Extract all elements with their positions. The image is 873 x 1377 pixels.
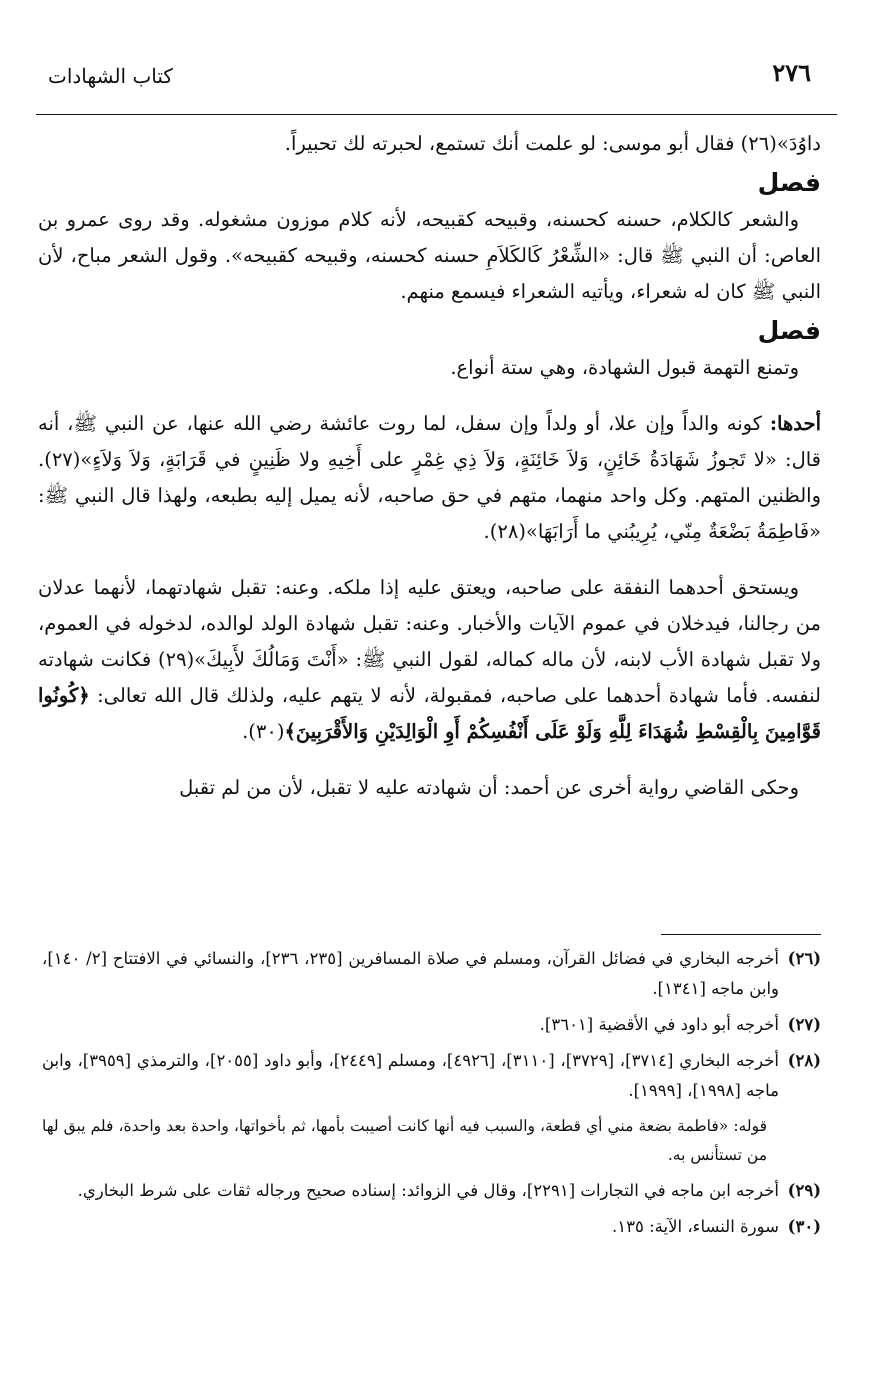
paragraph-lead: أحدها: [769, 412, 821, 435]
paragraph-continuation: داوُدَ»(٢٦) فقال أبو موسى: لو علمت أنك تستمع، لحبرته لك تحبيراً. [284, 132, 821, 155]
footnote-text: أخرجه أبو داود في الأقضية [٣٦٠١]. [539, 1015, 779, 1034]
paragraph-text: كونه والداً وإن علا، أو ولداً وإن سفل، لما روت عائشة رضي الله عنها، عن النبي ﷺ، أنه قال: «لا تَجوزُ شَهَادَةُ خَائِنٍ، وَلاَ خَائِنَةٍ، وَلاَ ذِي غِمْرٍ على أَخِيهِ ولا ظَنِينٍ في قَرَابَةٍ، وَلاَ وَلاَءٍ»(٢٧). والظنين المتهم. وكل واحد منهما، متهم في حق صاحبه، لأنه يميل إليه بطبعه، ولهذا قال النبي ﷺ: «فَاطِمَةُ بَضْعَةٌ مِنّي، يُرِيبُني ما أَرَابَهَا»(٢٨). [38, 412, 821, 543]
book-title: كتاب الشهادات [48, 64, 173, 88]
footnotes [42, 944, 821, 1248]
section-heading: فصل [757, 168, 821, 197]
footnote-text: أخرجه البخاري في فضائل القرآن، ومسلم في صلاة المسافرين [٢٣٥، ٢٣٦]، والنسائي في الافتتاح [٢/ ١٤٠]، وابن ماجه [١٣٤١]. [42, 949, 779, 998]
footnote-text: أخرجه البخاري [٣٧١٤]، [٣٧٢٩]، [٣١١٠]، [٤٩٢٦]، ومسلم [٢٤٤٩]، وأبو داود [٢٠٥٥]، والترمذي [٣٩٥٩]، وابن ماجه [١٩٩٨]، [١٩٩٩]. [42, 1051, 780, 1100]
footnote-text: أخرجه ابن ماجه في التجارات [٢٢٩١]، وقال في الزوائد: إسناده صحيح ورجاله ثقات على شرط البخاري. [77, 1181, 779, 1200]
footnote [42, 1176, 821, 1206]
header-divider [36, 114, 837, 115]
paragraph-first-type [38, 406, 821, 550]
main-text [38, 126, 821, 806]
paragraph-poetry: والشعر كالكلام، حسنه كحسنه، وقبيحه كقبيحه، لأنه كلام موزون مشغوله. وقد روى عمرو بن العاص: أن النبي ﷺ قال: «الشِّعْرُ كَالكَلاَمِ حسنه كحسنه، وقبيحه كقبيحه». وقول الشعر مباح، لأن النبي ﷺ كان له شعراء، ويأتيه الشعراء فيسمع منهم. [38, 208, 821, 303]
footnote [42, 944, 821, 1004]
quran-verse: ﴿كُونُوا قَوَّامِينَ بِالْقِسْطِ شُهَدَاءَ لِلَّهِ وَلَوْ عَلَى أَنْفُسِكُمْ أَوِ الْوَالِدَيْنِ وَالأَقْرَبِينَ﴾ [38, 684, 821, 743]
footnote-number: (٢٧) [787, 1015, 821, 1034]
paragraph-intro: وتمنع التهمة قبول الشهادة، وهي ستة أنواع. [450, 356, 799, 379]
footnote-number: (٢٨) [787, 1051, 821, 1070]
footnote-divider [661, 934, 821, 935]
page-header [48, 58, 811, 98]
footnote [42, 1010, 821, 1040]
footnote-commentary: قوله: «فاطمة بضعة مني أي قطعة، والسبب فيه أنها كانت أصيبت بأمها، ثم بأخواتها، واحدة بعد واحدة، فلم يبق لها من تستأنس به. [42, 1117, 767, 1164]
footnote-body [42, 1046, 779, 1170]
page-number: ٢٧٦ [772, 58, 811, 87]
footnote [42, 1212, 821, 1242]
footnote-text: سورة النساء، الآية: ١٣٥. [612, 1217, 779, 1236]
footnote-number: (٣٠) [787, 1217, 821, 1236]
paragraph-text: ويستحق أحدهما النفقة على صاحبه، ويعتق عليه إذا ملكه. وعنه: تقبل شهادتهما، لأنهما عدلان من رجالنا، فيدخلان في عموم الآيات والأخبار. وعنه: تقبل شهادة الولد لوالده، لدخوله في العموم، ولا تقبل شهادة الأب لابنه، لأن ماله كماله، لقول النبي ﷺ: «أَنْتَ وَمَالُكَ لأَبِيكَ»(٢٩) فكانت شهادته لنفسه. فأما شهادة أحدهما على صاحبه، فمقبولة، لأنه لا يتهم عليه، ولذلك قال الله تعالى: [38, 576, 821, 707]
footnote-number: (٢٩) [787, 1181, 821, 1200]
paragraph-continued: وحكى القاضي رواية أخرى عن أحمد: أن شهادته عليه لا تقبل، لأن من لم تقبل [179, 776, 799, 799]
footnote-number: (٢٦) [787, 949, 821, 968]
footnote-ref: (٣٠). [242, 720, 285, 743]
paragraph-kinship [38, 570, 821, 750]
footnote [42, 1046, 821, 1170]
section-heading: فصل [757, 316, 821, 345]
